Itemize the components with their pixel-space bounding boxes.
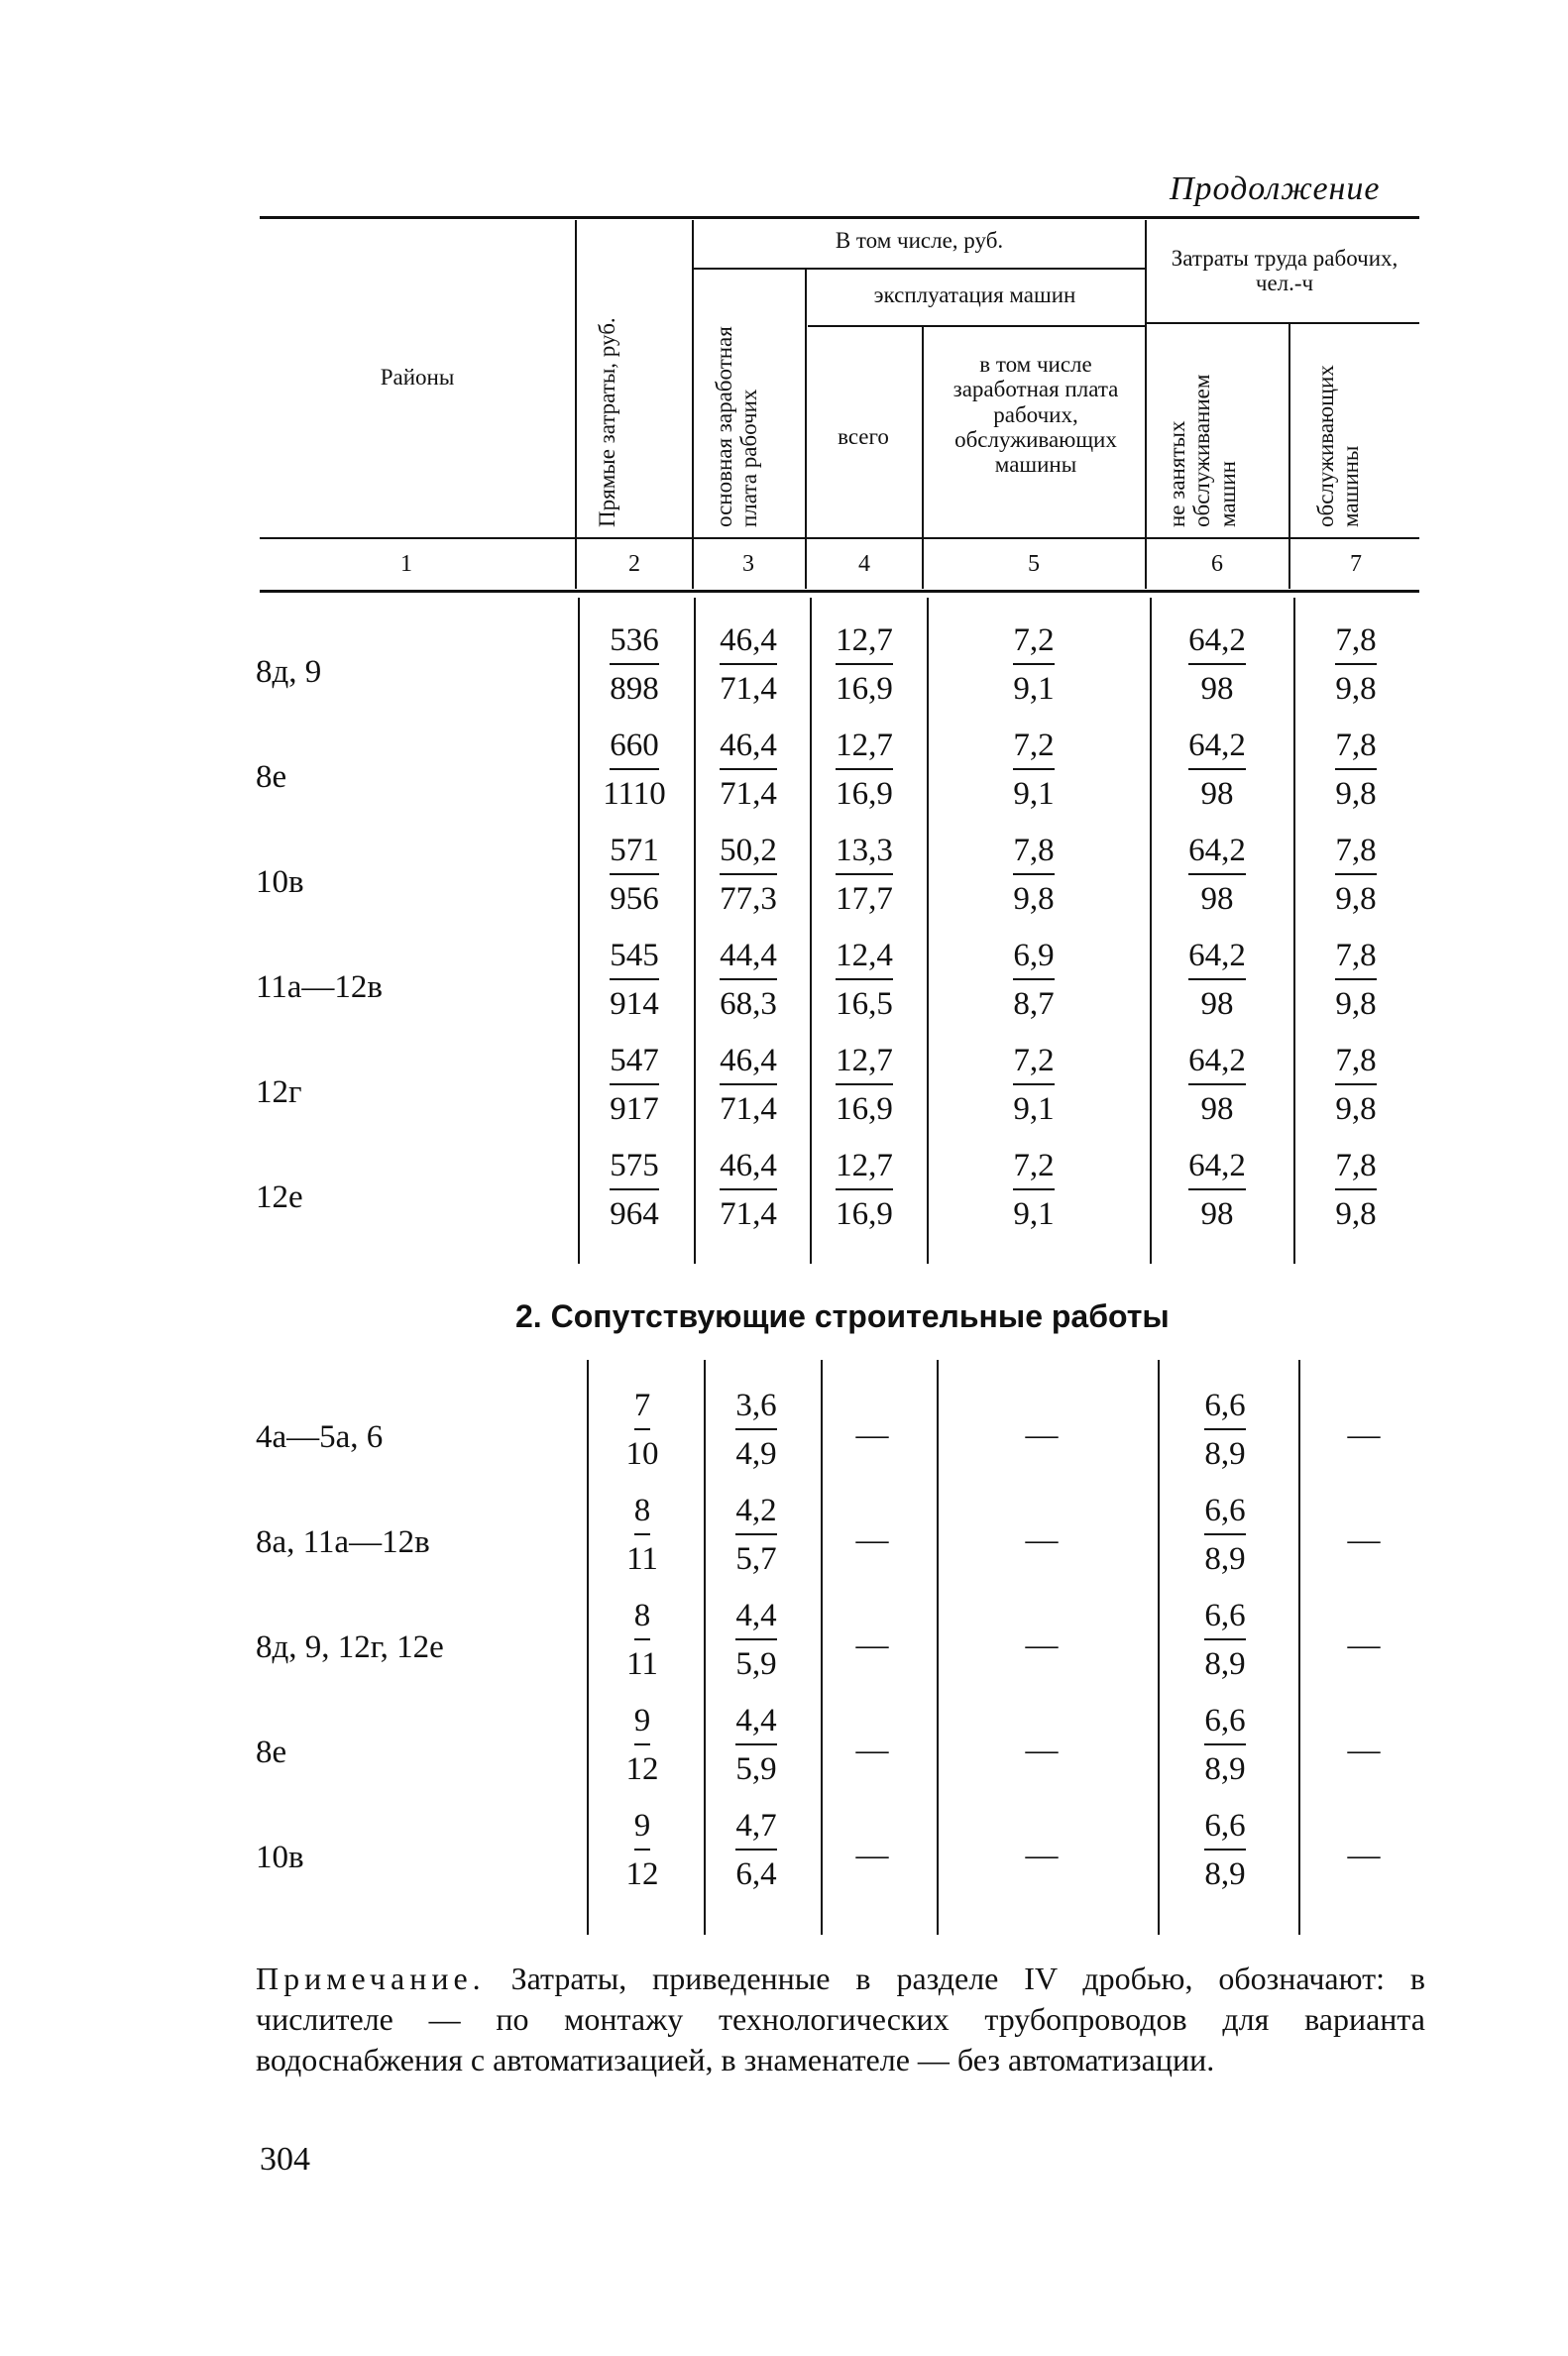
fraction-cell: $\frac{3,6}{4,9}$ <box>735 1388 777 1472</box>
fraction-cell: $\frac{7,2}{9,1}$ <box>1013 1043 1055 1127</box>
header-serving: обслуживающих машины <box>1313 365 1364 527</box>
empty-cell-dash: — <box>1347 1733 1381 1768</box>
fraction-cell: $\frac{4,2}{5,7}$ <box>735 1493 777 1577</box>
header-direct-costs: Прямые затраты, руб. <box>595 317 619 527</box>
row-label: 12г <box>256 1074 302 1110</box>
fraction-cell: $\frac{13,3}{17,7}$ <box>836 833 893 917</box>
row-label: 8д, 9, 12г, 12е <box>256 1629 444 1665</box>
header-total: всего <box>838 424 889 449</box>
fraction-cell: $\frac{7,8}{9,8}$ <box>1335 622 1377 707</box>
fraction-cell: $\frac{7,2}{9,1}$ <box>1013 728 1055 812</box>
row-label: 11а—12в <box>256 969 384 1005</box>
fraction-cell: $\frac{12,7}{16,9}$ <box>836 728 893 812</box>
empty-cell-dash: — <box>855 1627 889 1663</box>
row-label: 4а—5а, 6 <box>256 1419 384 1455</box>
fraction-cell: $\frac{6,6}{8,9}$ <box>1204 1388 1246 1472</box>
fraction-cell: $\frac{7,8}{9,8}$ <box>1335 1148 1377 1232</box>
fraction-cell: $\frac{12,7}{16,9}$ <box>836 1043 893 1127</box>
empty-cell-dash: — <box>1347 1417 1381 1453</box>
fraction-cell: $\frac{64,2}{98}$ <box>1188 938 1246 1022</box>
fraction-cell: $\frac{9}{12}$ <box>625 1703 659 1787</box>
empty-cell-dash: — <box>855 1417 889 1453</box>
column-number: 7 <box>1350 551 1362 577</box>
column-number: 2 <box>628 551 640 577</box>
fraction-cell: $\frac{7}{10}$ <box>625 1388 659 1472</box>
row-label: 8е <box>256 759 287 795</box>
fraction-cell: $\frac{7,8}{9,8}$ <box>1335 728 1377 812</box>
fraction-cell: $\frac{4,7}{6,4}$ <box>735 1808 777 1892</box>
fraction-cell: $\frac{7,2}{9,1}$ <box>1013 1148 1055 1232</box>
fraction-cell: $\frac{7,8}{9,8}$ <box>1335 1043 1377 1127</box>
numbers-rule <box>260 590 1419 593</box>
fraction-cell: $\frac{6,6}{8,9}$ <box>1204 1493 1246 1577</box>
fraction-cell: $\frac{575}{964}$ <box>610 1148 659 1232</box>
fraction-cell: $\frac{12,7}{16,9}$ <box>836 1148 893 1232</box>
empty-cell-dash: — <box>1347 1838 1381 1873</box>
fraction-cell: $\frac{6,6}{8,9}$ <box>1204 1808 1246 1892</box>
fraction-cell: $\frac{8}{11}$ <box>626 1598 658 1682</box>
row-label: 8д, 9 <box>256 654 322 690</box>
empty-cell-dash: — <box>1025 1627 1059 1663</box>
empty-cell-dash: — <box>1025 1838 1059 1873</box>
fraction-cell: $\frac{7,2}{9,1}$ <box>1013 622 1055 707</box>
header-regions: Районы <box>380 365 455 390</box>
fraction-cell: $\frac{46,4}{71,4}$ <box>720 1043 777 1127</box>
fraction-cell: $\frac{9}{12}$ <box>625 1808 659 1892</box>
column-number: 1 <box>400 551 412 577</box>
fraction-cell: $\frac{64,2}{98}$ <box>1188 728 1246 812</box>
empty-cell-dash: — <box>1347 1627 1381 1663</box>
header-labor: Затраты труда рабочих, чел.-ч <box>1171 246 1399 296</box>
row-label: 10в <box>256 1840 304 1875</box>
column-number: 3 <box>742 551 754 577</box>
fraction-cell: $\frac{46,4}{71,4}$ <box>720 1148 777 1232</box>
note: Примечание. Затраты, приведенные в разделе IV дробью, обозначают: в числителе — по монтажу технологических трубопроводов для варианта водоснабжения с автоматизацией, в знаменателе — без автоматизации. <box>256 1961 1426 2077</box>
empty-cell-dash: — <box>1347 1522 1381 1558</box>
fraction-cell: $\frac{44,4}{68,3}$ <box>720 938 777 1022</box>
header-rule <box>260 537 1419 539</box>
header-not-serving: не занятых обслуживанием машин <box>1165 374 1240 527</box>
column-number: 6 <box>1211 551 1223 577</box>
fraction-cell: $\frac{4,4}{5,9}$ <box>735 1598 777 1682</box>
fraction-cell: $\frac{46,4}{71,4}$ <box>720 728 777 812</box>
fraction-cell: $\frac{547}{917}$ <box>610 1043 659 1127</box>
empty-cell-dash: — <box>855 1838 889 1873</box>
row-label: 8а, 11а—12в <box>256 1524 430 1560</box>
fraction-cell: $\frac{6,6}{8,9}$ <box>1204 1598 1246 1682</box>
empty-cell-dash: — <box>855 1522 889 1558</box>
header-incl-wage: в том числе заработная плата рабочих, обслуживающих машины <box>952 352 1119 478</box>
fraction-cell: $\frac{64,2}{98}$ <box>1188 1043 1246 1127</box>
fraction-cell: $\frac{50,2}{77,3}$ <box>720 833 777 917</box>
column-number: 5 <box>1028 551 1040 577</box>
header-incl-rub: В том числе, руб. <box>835 228 1004 253</box>
empty-cell-dash: — <box>1025 1733 1059 1768</box>
fraction-cell: $\frac{46,4}{71,4}$ <box>720 622 777 707</box>
fraction-cell: $\frac{571}{956}$ <box>610 833 659 917</box>
empty-cell-dash: — <box>855 1733 889 1768</box>
fraction-cell: $\frac{6,6}{8,9}$ <box>1204 1703 1246 1787</box>
fraction-cell: $\frac{12,4}{16,5}$ <box>836 938 893 1022</box>
header-machine-op: эксплуатация машин <box>873 282 1076 307</box>
page-number: 304 <box>260 2141 310 2178</box>
column-number: 4 <box>858 551 870 577</box>
table-top-rule <box>260 216 1419 219</box>
continuation-label: Продолжение <box>1170 170 1381 207</box>
fraction-cell: $\frac{4,4}{5,9}$ <box>735 1703 777 1787</box>
row-label: 10в <box>256 864 304 900</box>
fraction-cell: $\frac{64,2}{98}$ <box>1188 1148 1246 1232</box>
fraction-cell: $\frac{7,8}{9,8}$ <box>1013 833 1055 917</box>
fraction-cell: $\frac{64,2}{98}$ <box>1188 622 1246 707</box>
fraction-cell: $\frac{8}{11}$ <box>626 1493 658 1577</box>
empty-cell-dash: — <box>1025 1522 1059 1558</box>
row-label: 8е <box>256 1735 287 1770</box>
fraction-cell: $\frac{545}{914}$ <box>610 938 659 1022</box>
empty-cell-dash: — <box>1025 1417 1059 1453</box>
section2-title: 2. Сопутствующие строительные работы <box>515 1298 1170 1334</box>
fraction-cell: $\frac{6,9}{8,7}$ <box>1013 938 1055 1022</box>
fraction-cell: $\frac{7,8}{9,8}$ <box>1335 833 1377 917</box>
fraction-cell: $\frac{660}{1110}$ <box>603 728 666 812</box>
fraction-cell: $\frac{536}{898}$ <box>610 622 659 707</box>
fraction-cell: $\frac{12,7}{16,9}$ <box>836 622 893 707</box>
row-label: 12е <box>256 1179 303 1215</box>
fraction-cell: $\frac{64,2}{98}$ <box>1188 833 1246 917</box>
fraction-cell: $\frac{7,8}{9,8}$ <box>1335 938 1377 1022</box>
header-base-wage: основная заработная плата рабочих <box>712 326 762 527</box>
